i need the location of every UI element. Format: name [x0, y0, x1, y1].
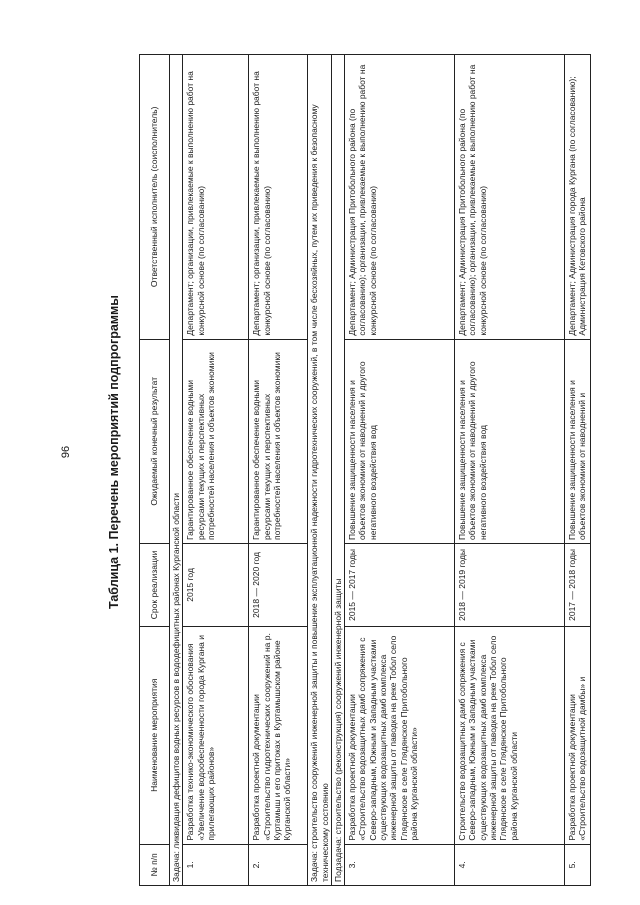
section-row: [170, 55, 183, 886]
row-num: 3.: [345, 844, 455, 885]
row-result: Гарантированное обеспечение водными ресурсами текущих и перспективных потребностей населения и объектов экономики: [249, 339, 308, 543]
row-executor: Департамент; организации, привлекаемые к выполнению работ на конкурсной основе (по согласованию): [249, 55, 308, 340]
row-executor: Департамент; Администрация города Кургана (по согласованию); Администрация Кетовского района: [565, 55, 591, 340]
header-num: № п/п: [140, 844, 170, 885]
section-row: [331, 55, 344, 886]
row-name: Разработка проектной документации «Строительство водозащитных дамб сопряжения с Северо-западным, Южным и Западным участками существующих водозащитных дамб комплекса инженерной защиты от паводка на реке Тобол село Глядянское в селе Глядянское Притобольного района Курганской области»: [345, 626, 455, 844]
table-row: [565, 55, 591, 886]
table-row: [345, 55, 455, 886]
measures-table: [139, 54, 591, 886]
row-num: 4.: [455, 844, 565, 885]
row-term: 2015 год: [183, 544, 249, 627]
task-2-heading: Задача: строительство сооружений инженерной защиты и повышение эксплуатационной надежности гидротехнических сооружений, в том числе бесхозяйных, путем их приведения к безопасному техническому состоянию: [308, 55, 332, 886]
table-title: Таблица 1. Перечень мероприятий подпрограммы: [107, 295, 121, 609]
row-executor: Департамент; Администрация Притобольного района (по согласованию); организации, привлекаемые к выполнению работ на конкурсной основе (по согласованию): [455, 55, 565, 340]
row-name: Строительство водозащитных дамб сопряжения с Северо-западным, Южным и Западным участками существующих водозащитных дамб комплекса инженерной защиты от паводка на реке Тобол село Глядянское в селе Глядянское Притобольного района Курганской области: [455, 626, 565, 844]
row-num: 5.: [565, 844, 591, 885]
header-result: Ожидаемый конечный результат: [140, 339, 170, 543]
row-result: Повышение защищенности населения и объектов экономики от наводнений и другого негативного воздействия вод: [455, 339, 565, 543]
row-result: Повышение защищенности населения и объектов экономики от наводнений и: [565, 339, 591, 543]
row-name: Разработка проектной документации «Строительство гидротехнических сооружений на р. Куртамыш и его притоках в Куртамышском районе Курганской области»: [249, 626, 308, 844]
row-executor: Департамент; организации, привлекаемые к выполнению работ на конкурсной основе (по согласованию): [183, 55, 249, 340]
table-row: [455, 55, 565, 886]
header-term: Срок реализации: [140, 544, 170, 627]
rotated-table-container: [139, 54, 597, 886]
header-row: [140, 55, 170, 886]
row-term: 2018 — 2019 годы: [455, 544, 565, 627]
section-row: [308, 55, 332, 886]
row-name: Разработка проектной документации «Строительство водозащитной дамбы» и: [565, 626, 591, 844]
table-row: [183, 55, 249, 886]
row-result: Гарантированное обеспечение водными ресурсами текущих и перспективных потребностей населения и объектов экономики: [183, 339, 249, 543]
row-num: 2.: [249, 844, 308, 885]
subtask-heading: Подзадача: строительство (реконструкция) сооружений инженерной защиты: [331, 55, 344, 886]
header-executor: Ответственный исполнитель (соисполнитель): [140, 55, 170, 340]
row-executor: Департамент; Администрация Притобольного района (по согласованию); организации, привлекаемые к выполнению работ на конкурсной основе (по согласованию): [345, 55, 455, 340]
table-row: [249, 55, 308, 886]
row-result: Повышение защищенности населения и объектов экономики от наводнений и другого негативного воздействия вод: [345, 339, 455, 543]
row-name: Разработка технико-экономического обоснования «Увеличение водообеспеченности города Кургана и прилегающих районов»: [183, 626, 249, 844]
page-number: 96: [60, 445, 72, 459]
row-term: 2018 — 2020 год: [249, 544, 308, 627]
row-num: 1.: [183, 844, 249, 885]
header-name: Наименование мероприятия: [140, 626, 170, 844]
row-term: 2015 — 2017 годы: [345, 544, 455, 627]
task-1-heading: Задача: ликвидация дефицитов водных ресурсов в вододефицитных районах Курганской области: [170, 55, 183, 886]
row-term: 2017 — 2018 годы: [565, 544, 591, 627]
